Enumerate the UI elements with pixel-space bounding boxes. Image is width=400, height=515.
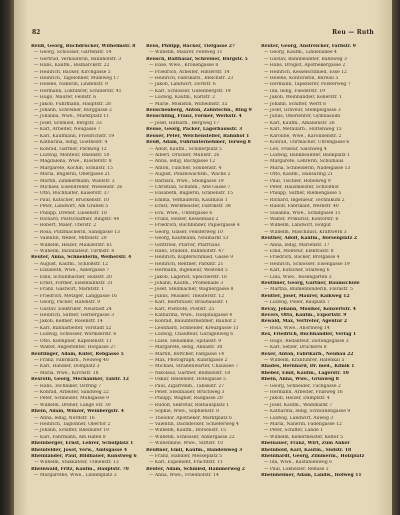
directory-entry: — Wilhelmine, Wwe., Stiftstr. 10 [149, 441, 224, 447]
directory-entry: — Barbara, Wwe., Steingasse 19 [149, 178, 224, 184]
directory-entry: — Michael, Eisendreher, Wiesenstr. 26 [34, 184, 123, 190]
directory-entry: — Michael, Straßenwärter, Chaussee 7 [149, 364, 239, 370]
directory-entry: Rexroth, Georg, Mechaniker, Talstr. 12 [31, 377, 129, 383]
directory-entry: Rheinheimer, Adam, Landw., Hofweg 11 [261, 473, 362, 479]
directory-entry: — Wilhelm, Maschinist, Kraftwerk 3 [264, 229, 347, 235]
directory-entry: — Karl, Metallarb., Hüttenweg 15 [264, 127, 342, 133]
directory-entry: — Karl, Arbeiter, Neugasse 7 [34, 127, 101, 133]
directory-entry: Rheinberger, Ernst, Lehrer, Schulplatz 1 [31, 441, 134, 447]
directory-entry: — Sophie, Wwe., Sophienstr. 8 [149, 409, 219, 415]
directory-entry: — Johann, Schiffer, Rheinufer 19 [34, 428, 109, 434]
directory-entry: Reuter, Anna, Schneiderin, Weiherstr. 4 [31, 255, 132, 261]
directory-entry: Reuther, Adolf, Kaufm., Börsenplatz 2 [261, 236, 358, 242]
directory-entry: — Friedrich, Buchbinder, Papiergasse 4 [149, 223, 240, 229]
directory-entry: — Karl, Fährmann, Am Hafen 8 [34, 434, 106, 440]
page-header [32, 29, 374, 41]
directory-entry: — Martha, Blumenbinderin, Florastr. 5 [264, 287, 353, 293]
directory-entry: — Georg, Kaufmann, Neumarkt 13 [149, 236, 229, 242]
directory-entry: — Richard, Postschaffner, Ringstr. 44 [34, 216, 120, 222]
directory-entry: — Josef, Hilfsarb., Bergweg 17 [149, 120, 220, 126]
directory-entry: — Julius, Musiker, Theaterstr. 12 [149, 293, 224, 299]
directory-entry: — Adolf, Kaufm., Schillerplatz 5 [149, 146, 222, 152]
directory-entry: — Margarete, Köchin, Schulstr. 15 [34, 165, 113, 171]
directory-entry: — Heinrich, Schlosser, Eisengasse 19 [264, 261, 350, 267]
page-edge [392, 0, 400, 515]
directory-entry: — Anna, ledig, Marienstr. 17 [264, 242, 330, 248]
directory-entry: — Ludwig, Landwirt, Auweg 3 [264, 415, 334, 421]
directory-entry: — Ernst, Werkmeister, Fabrikstr. 38 [149, 204, 231, 210]
directory-entry: — Ludwig, Bankbeamter, Bankplatz 1 [264, 152, 350, 158]
directory-entry: — Josef, Schmied, Bergstr. 33 [34, 120, 102, 126]
directory-entry: — Hugo, Maurer, Feldstr. 6 [34, 95, 97, 101]
directory-entry: — Hans, Drogist, Apothekergasse 2 [264, 63, 346, 69]
directory-entry: — Valentin, Dachdecker, Schieferweg 4 [149, 421, 239, 427]
directory-entry: — Franz, Gastwirt, Marktstr. 1 [34, 287, 104, 293]
directory-entry: — Wilhelm, Dreher, Lange Str. 30 [34, 402, 111, 408]
directory-entry: — Otto, Kaufm., Hansaring 21 [264, 172, 333, 178]
directory-entry: — Hermann, Ingenieur, Westend 5 [149, 268, 228, 274]
directory-entry: — Rosa, Wwe., Ahornweg 14 [264, 325, 330, 331]
directory-entry: — Karl, Kutscher, Stallweg 6 [264, 268, 330, 274]
directory-entry: — Friedrich, Bäcker, Brotgasse 4 [264, 255, 340, 261]
directory-entry: — Ludwig, Chauffeur, Garagenweg 6 [149, 332, 234, 338]
directory-entry: — Paul, Zigarrenm., Tabakstr. 27 [149, 383, 225, 389]
directory-entry: — Heinrich, Kesselschmied, Esse 12 [264, 69, 347, 75]
directory-entry: — Ludwig, Kaufm., Karlstr. 2 [149, 95, 216, 101]
directory-entry: — Wilhelm, Kranführer, Hafenkai 5 [264, 357, 345, 363]
directory-entry: — Anton, Tüncher, Sonnenstr. 4 [149, 165, 222, 171]
directory-entry: — Georg, Schneider, Tuchgasse 2 [264, 383, 341, 389]
directory-entry: — Albert, Drucker, Mühlstr. 26 [149, 152, 220, 158]
directory-entry: Rhades, Bernhard, Dr. med., Klinik 1 [261, 364, 355, 370]
directory-entry: Rexer, Anton, Fabrikarb., Neubau 22 [261, 351, 354, 357]
directory-entry: Rheinländer, Paul, Bildhauer, Kunstweg 6 [31, 454, 137, 459]
directory-entry: — Magdalena, Wwe., Klosterstr. 8 [34, 159, 112, 165]
directory-entry: — Karl, Bierbrauer, Brauhausstr. 1 [149, 300, 229, 306]
directory-entry: — Johann, Kaufm., Promenade 3 [149, 281, 224, 287]
directory-entry: — Hans, Techniker, Ostring 7 [34, 383, 102, 389]
directory-entry: Reuß, Adam, Fuhrunternehmer, Torweg 8 [146, 140, 251, 146]
directory-entry: — Lina, Wwe., Rosengarten 3 [264, 274, 332, 280]
directory-entry: — Walter, Prokurist, Kontorstr. 6 [264, 216, 339, 222]
directory-entry: Reuschling, Franz, Former, Werkstr. 4 [146, 114, 242, 120]
directory-entry: Rewald, Max, Vertreter, Agentur 2 [261, 319, 348, 325]
directory-entry: Rheinbold, Karl, Kaufm., Südstr. 18 [261, 447, 352, 453]
directory-entry: — Anna, ledig, Nordstr. 16 [34, 415, 95, 421]
directory-entry: Rheinhardt, Georg, Zimmerm., Holzplatz [261, 454, 365, 459]
directory-entry: — Jakob, Landwirt, Dorfstr. 6 [149, 82, 216, 88]
directory-entry: — Helene, Kontoristin, Bureau 5 [264, 76, 339, 82]
directory-entry: Rex, Friedrich, Buchhändler, Verlag 1 [261, 332, 357, 338]
directory-entry: — Wilhelm, Kellermeister, Kelter 5 [264, 434, 344, 440]
directory-entry: — Oskar, Reisender, Hotelgasse 5 [149, 377, 226, 383]
directory-entry: — Emil, Schuhmacher, Holzstr. 20 [34, 274, 112, 280]
directory-entry: — Gustav, Bahnbeamter, Bahnweg 3 [264, 56, 347, 62]
directory-entry: — Heinrich, Bäcker, Kirchgasse 5 [34, 69, 111, 75]
directory-entry: — Karl, Postbote, Poststr. 25 [149, 306, 215, 312]
directory-entry: — Heinrich, Fabrikarb., Bleichstr. 23 [149, 76, 234, 82]
directory-entry: — Walter, Angestellter, Hofgasse 27 [34, 345, 116, 351]
directory-entry: — Heinrich, Kupferschmied, Gasse 9 [149, 255, 233, 261]
directory-entry: Revers, Otto, Kaufm., Exportstr. 9 [261, 313, 347, 319]
directory-entry: Reuser, Peter, Weichensteller, Bahnhof 1 [146, 133, 250, 139]
directory-entry: — Eva, Wwe., Untergasse 6 [149, 210, 213, 216]
directory-entry: — Ida, ledig, Fliederstr. 19 [264, 88, 326, 94]
directory-entry: Reusch, Balthasar, Schreiner, Burgstr. 5 [146, 56, 248, 62]
directory-entry: — Konrad, Arbeiter, Sandweg 22 [34, 389, 109, 395]
directory-entry: — Hans, Student, Bahnhofstr. 47 [149, 249, 224, 254]
directory-entry: — Karl, Bahnarbeiter, Vorstadt 52 [34, 325, 112, 331]
directory-entry: — Peter, Schneider, Mühlgasse 9 [34, 396, 109, 402]
column-1 [31, 44, 141, 499]
directory-entry: — Wilhelm, Heizer, Mainzerstr. 61 [34, 242, 113, 248]
directory-entry: — Ludwig, Polier, Bauplatz 7 [264, 300, 330, 306]
directory-entry: Reußner, Emil, Kaufm., Handelsweg 3 [146, 447, 243, 453]
directory-entry: Reutter, Josef, Maurer, Kalkweg 12 [261, 293, 350, 299]
directory-entry: — Jakob, Fuhrmann, Hauptstr. 28 [34, 101, 111, 107]
directory-entry: — Heinrich, Tagelöhner, Mühlweg 17 [34, 76, 120, 82]
directory-entry: — Rudolf, Sekretär, Rathausplatz 1 [149, 402, 230, 408]
directory-entry: — Otto, Buchhalter, Kaiserstr. 37 [34, 191, 110, 197]
directory-entry: — August, Kaufm., Schloßstr. 12 [34, 261, 109, 267]
directory-entry: — Johann, Schiffer, Werft 8 [264, 101, 326, 107]
directory-entry: — Maria, Büglerin, Obergasse 21 [34, 172, 111, 178]
directory-entry: — Max, Photograph, Kunstgasse 2 [149, 357, 228, 363]
directory-entry: — Wilhelm, Landwirt, Hofgut [264, 223, 331, 229]
directory-entry: — Ida, Wwe., Kastanienweg 6 [264, 460, 332, 466]
directory-entry: — Katharina, ledig, Goethestr. 4 [34, 140, 108, 146]
book-spine [0, 0, 14, 515]
directory-entry: — Susanna, Wwe., Schafgasse 11 [264, 210, 341, 216]
page-number: 82 [32, 29, 41, 36]
directory-entry: — Philipp, Sattler, Riemengasse 5 [264, 191, 342, 197]
directory-entry: — Paul, Lokheizer, Remise 2 [264, 466, 329, 472]
directory-entry: — Jakob, Kellner, Rosenstr. 14 [34, 319, 103, 325]
directory-entry: Reus, Philipp, Bäcker, Tiefgasse 27 [146, 44, 236, 49]
directory-entry: Reuthner, Georg, Gärtner, Baumschule [261, 281, 360, 287]
directory-entry: — Jakob, Heizer, Dampfstr. 4 [264, 396, 330, 402]
directory-entry: — Elisabeth, Büglerin, Grabenstr. 15 [149, 191, 233, 197]
directory-entry: Rheinauer, Franz, Wirt, Zum Anker [261, 441, 350, 447]
directory-entry: — Ludwig, Schlosser, Wormserstr. 6 [34, 332, 117, 338]
directory-entry: — Jakob, Lagerist, Speicherstr. 16 [149, 274, 228, 280]
directory-entry: — Otto, Klempner, Kapellenstr. 11 [34, 338, 112, 344]
directory-entry: — Katharina, Wwe., Hospitalgasse 4 [149, 313, 233, 319]
directory-entry: — Gertrud, Verkäuferin, Bahnhofstr. 3 [34, 56, 122, 62]
directory-entry: — Peter, Schiffer, Lände 1 [264, 428, 324, 434]
directory-entry: — Georg, Schlosser, Gartenstr. 14 [34, 50, 112, 56]
directory-entry: Reuter, Georg, Anstreicher, Farbstr. 9 [261, 44, 356, 49]
directory-entry: — Martin, Zimmermann, Waldstr. 3 [34, 178, 115, 184]
directory-entry: Reuse, Georg, Packer, Lagerhausstr. 3 [146, 127, 243, 133]
directory-entry: — Hermann, Lokführer, Schillerstr. 41 [34, 88, 122, 94]
directory-entry: Reuß, Georg, Buchdrucker, Wilhelmstr. 8 [31, 44, 136, 49]
directory-entry: — Peter, Landwirt, Am Graben 5 [34, 204, 109, 210]
directory-entry: Reutlinger, Adam, Küfer, Rebgasse 5 [31, 351, 124, 357]
directory-entry: — Hermann, Arbeiter, Flußweg 16 [264, 389, 343, 395]
directory-entry: — Ludwig, Monteur, Rheinstr. 50 [34, 152, 110, 158]
directory-entry: — Maria, Wwe., Kirchstr. 18 [34, 370, 99, 376]
directory-entry: — Karl, Schlosser, Gutenbergstr. 19 [149, 88, 231, 94]
directory-entry: — Konrad, Gärtner, Parkweg 12 [34, 146, 107, 152]
directory-entry: — Franz, Heizer, Kesselhaus 2 [149, 216, 219, 222]
directory-entry: — Karl, Kaufmann, Friedrichstr. 19 [34, 133, 115, 139]
directory-entry: — Valentin, Weber, Mittelstr. 29 [34, 236, 107, 242]
directory-entry: — Emil, Monteur, Elektrastr. 8 [264, 249, 334, 254]
directory-entry: Revay, Johann, Musiker, Konzertstr. 4 [261, 306, 356, 312]
directory-entry: — Georg, Glaser, Fensterweg 10 [149, 229, 223, 235]
directory-entry: — Franz, Händler, Messeplatz 5 [149, 454, 223, 459]
directory-entry: — Margarete, ledig, Annastr. 30 [149, 345, 223, 351]
directory-entry: — Rudolf, Fabrikant, Werkstr. 40 [264, 204, 339, 210]
directory-entry: — Franz, Fabrikarb., Neuweg 40 [34, 357, 109, 363]
directory-entry: — Elisabeth, Wwe., Adlergasse 7 [34, 268, 110, 274]
directory-entry: — Philipp, Dreher, Luisenstr. 18 [34, 210, 107, 216]
directory-entry: — Friedrich, Arbeiter, Hinterstr. 14 [149, 69, 230, 75]
directory-entry: — Peter, Steinhauer, Bruchweg 3 [149, 389, 225, 395]
directory-entry: — Rosa, Putzmacherin, Sandgasse 13 [34, 229, 120, 235]
directory-entry: — Wilhelm, Maurer, Feldweg 11 [149, 50, 223, 56]
directory-entry: — Margarete, Lehrerin, Schulhaus [264, 159, 344, 165]
directory-entry: — Josef, Kaufm., Weinmarkt 7 [264, 402, 333, 408]
directory-entry: — Elise, Wwe., Kronengasse 8 [149, 63, 219, 69]
directory-entry: — Karl, Expedient, Frachtstr. 11 [149, 460, 223, 466]
directory-entry: — Karl, Kaufm., Amalienstr. 26 [264, 120, 335, 126]
directory-entry: — Luise, Hebamme, Spitalstr. 9 [149, 338, 222, 344]
directory-entry: — Heinrich, Taglöhner, Obertor 2 [34, 421, 111, 427]
directory-entry: — Martin, Böttcher, Faßgasse 14 [149, 351, 225, 357]
directory-entry: — Nikolaus, Gärtner, Blumenstr. 18 [149, 370, 231, 376]
directory-entry: Reuschenberg, Anton, Zahntechn., Ring 9 [146, 108, 252, 114]
directory-entry: — Paul, Kutscher, Brückenstr. 10 [34, 197, 110, 203]
directory-entry: — Konrad, Bauunternehmer, Bauhof 2 [149, 319, 237, 325]
directory-entry: — Maria, Schneiderin, Nadelgasse 13 [264, 165, 351, 171]
directory-entry: Rhein, Adam, Winzer, Weinbergstr. 4 [31, 409, 124, 415]
directory-entry: — Peter, Hausmeister, Schloßhof [264, 184, 339, 190]
directory-entry: — Josef, Graveur, Stempelgasse 3 [264, 108, 341, 114]
directory-entry: Rheinwald, Fritz, Kaufm., Hauptstr. 70 [31, 466, 129, 472]
directory-entry: — Leonhard, Schneider, Kreuzgasse 11 [149, 325, 239, 331]
directory-entry: — Ernst, Former, Eisenbahnstr. 31 [34, 281, 113, 287]
directory-entry: — Emma, Verkäuferin, Kaufhaus 1 [149, 197, 228, 203]
directory-entry: — Johanna, Wwe., Marktplatz 11 [34, 114, 110, 120]
directory-entry: — Wilhelm, Schlosser, Ankergasse 22 [149, 434, 235, 440]
directory-entry: Rheber, Emil, Kaufm., Lagerstr. 10 [261, 370, 349, 376]
directory-entry: — Anna, ledig, Bachgasse 12 [149, 159, 216, 165]
directory-entry: — Margarethe, Wwe., Lindenplatz 3 [34, 473, 117, 479]
running-head: Reu — Ruth [332, 29, 374, 36]
column-3 [261, 44, 373, 499]
directory-entry: — Christian, Schuhm., Alte Gasse 7 [149, 184, 231, 190]
directory-entry: — Hugo, Redakteur, Zeitungsgasse 3 [264, 338, 349, 344]
directory-entry: — Gustav, Elektriker, Neustadt 24 [34, 306, 112, 312]
directory-entry: — Heinrich, Rentner, Parkstr. 21 [149, 261, 224, 267]
directory-entry: — Hermann, Tapezierer, Polsterweg 7 [264, 82, 351, 88]
directory-entry: — Jakob, Weinhändler, Kellerstr. 1 [264, 95, 342, 101]
directory-entry: — Maria, Näherin, Fadengasse 12 [264, 421, 342, 427]
directory-entry: — Wilhelm, Stukkateur, Ulmenstr. 13 [34, 460, 119, 466]
directory-entry: — Wilhelm, Installateur, Turmstr. 8 [34, 249, 115, 254]
directory-entry: — Richard, Ingenieur, Technikum 2 [264, 197, 345, 203]
directory-entry: — Georg, Kaufm., Lindenallee 4 [264, 50, 337, 56]
directory-entry: — Katharina, ledig, Schwanengasse 9 [264, 409, 351, 415]
directory-entry: — Robert, Maler, Uferstr. 2 [34, 223, 97, 229]
directory-entry: — August, Polizeiwachtm., Wache 2 [149, 172, 231, 178]
directory-entry: — Leo, Friseur, Salonweg 4 [264, 146, 327, 152]
directory-entry: — Helene, Näherin, Lindenstr. 9 [34, 82, 108, 88]
directory-entry: Rheinfelder, Josef, Verw., Amtsgasse 4 [31, 447, 128, 453]
directory-entry: — Philipp, Wagner, Radgasse 20 [149, 396, 223, 402]
directory-entry: — Konrad, Uhrmacher, Uhrengasse 6 [264, 140, 350, 146]
directory-entry: — Anna, Wwe., Friedhofstr. 14 [149, 473, 219, 479]
column-2 [146, 44, 256, 499]
directory-entry: Rhein, Anna, Wwe., Grünweg 8 [261, 377, 339, 383]
directory-page [14, 0, 392, 515]
directory-entry: — Johann, Schreiner, Burggasse 2 [34, 108, 112, 114]
directory-entry: — Heinrich, Sattler, Gerbergasse 3 [34, 313, 114, 319]
directory-entry: — Karl, Händler, Domplatz 3 [34, 364, 100, 370]
directory-entry: — Georg, Packer, Hafenstr. 9 [34, 300, 101, 306]
directory-entry: — Julius, Oberlehrer, Gymnasium [264, 114, 341, 120]
directory-entry: — Hans, Kaufm., Bismarckstr. 22 [34, 63, 110, 69]
directory-entry: — Theodor, Apotheker, Marktplatz 6 [149, 415, 232, 421]
directory-entry: — Friedrich, Metzger, Langgasse 16 [34, 293, 118, 299]
directory-entry: — Paul, Tischler, Hobelweg 9 [264, 178, 331, 184]
directory-entry: — Karl, Setzer, Druckerei 8 [264, 345, 327, 351]
directory-entry: — Josef, Stellmacher, Wagnergasse 8 [149, 287, 234, 293]
directory-entry: Reuter, Adam, Schmied, Hammerweg 2 [146, 466, 245, 472]
directory-entry: — Gottfried, Pfarrer, Pfarrhaus [149, 242, 220, 248]
directory-entry: — Marie, Modistin, Wilhelmstr. 35 [149, 101, 228, 107]
directory-entry: — Wilhelm, Kaufm., Börsenstr. 15 [149, 428, 227, 434]
directory-entry: — Karoline, Wwe., Karolinenstr. 2 [264, 133, 342, 139]
